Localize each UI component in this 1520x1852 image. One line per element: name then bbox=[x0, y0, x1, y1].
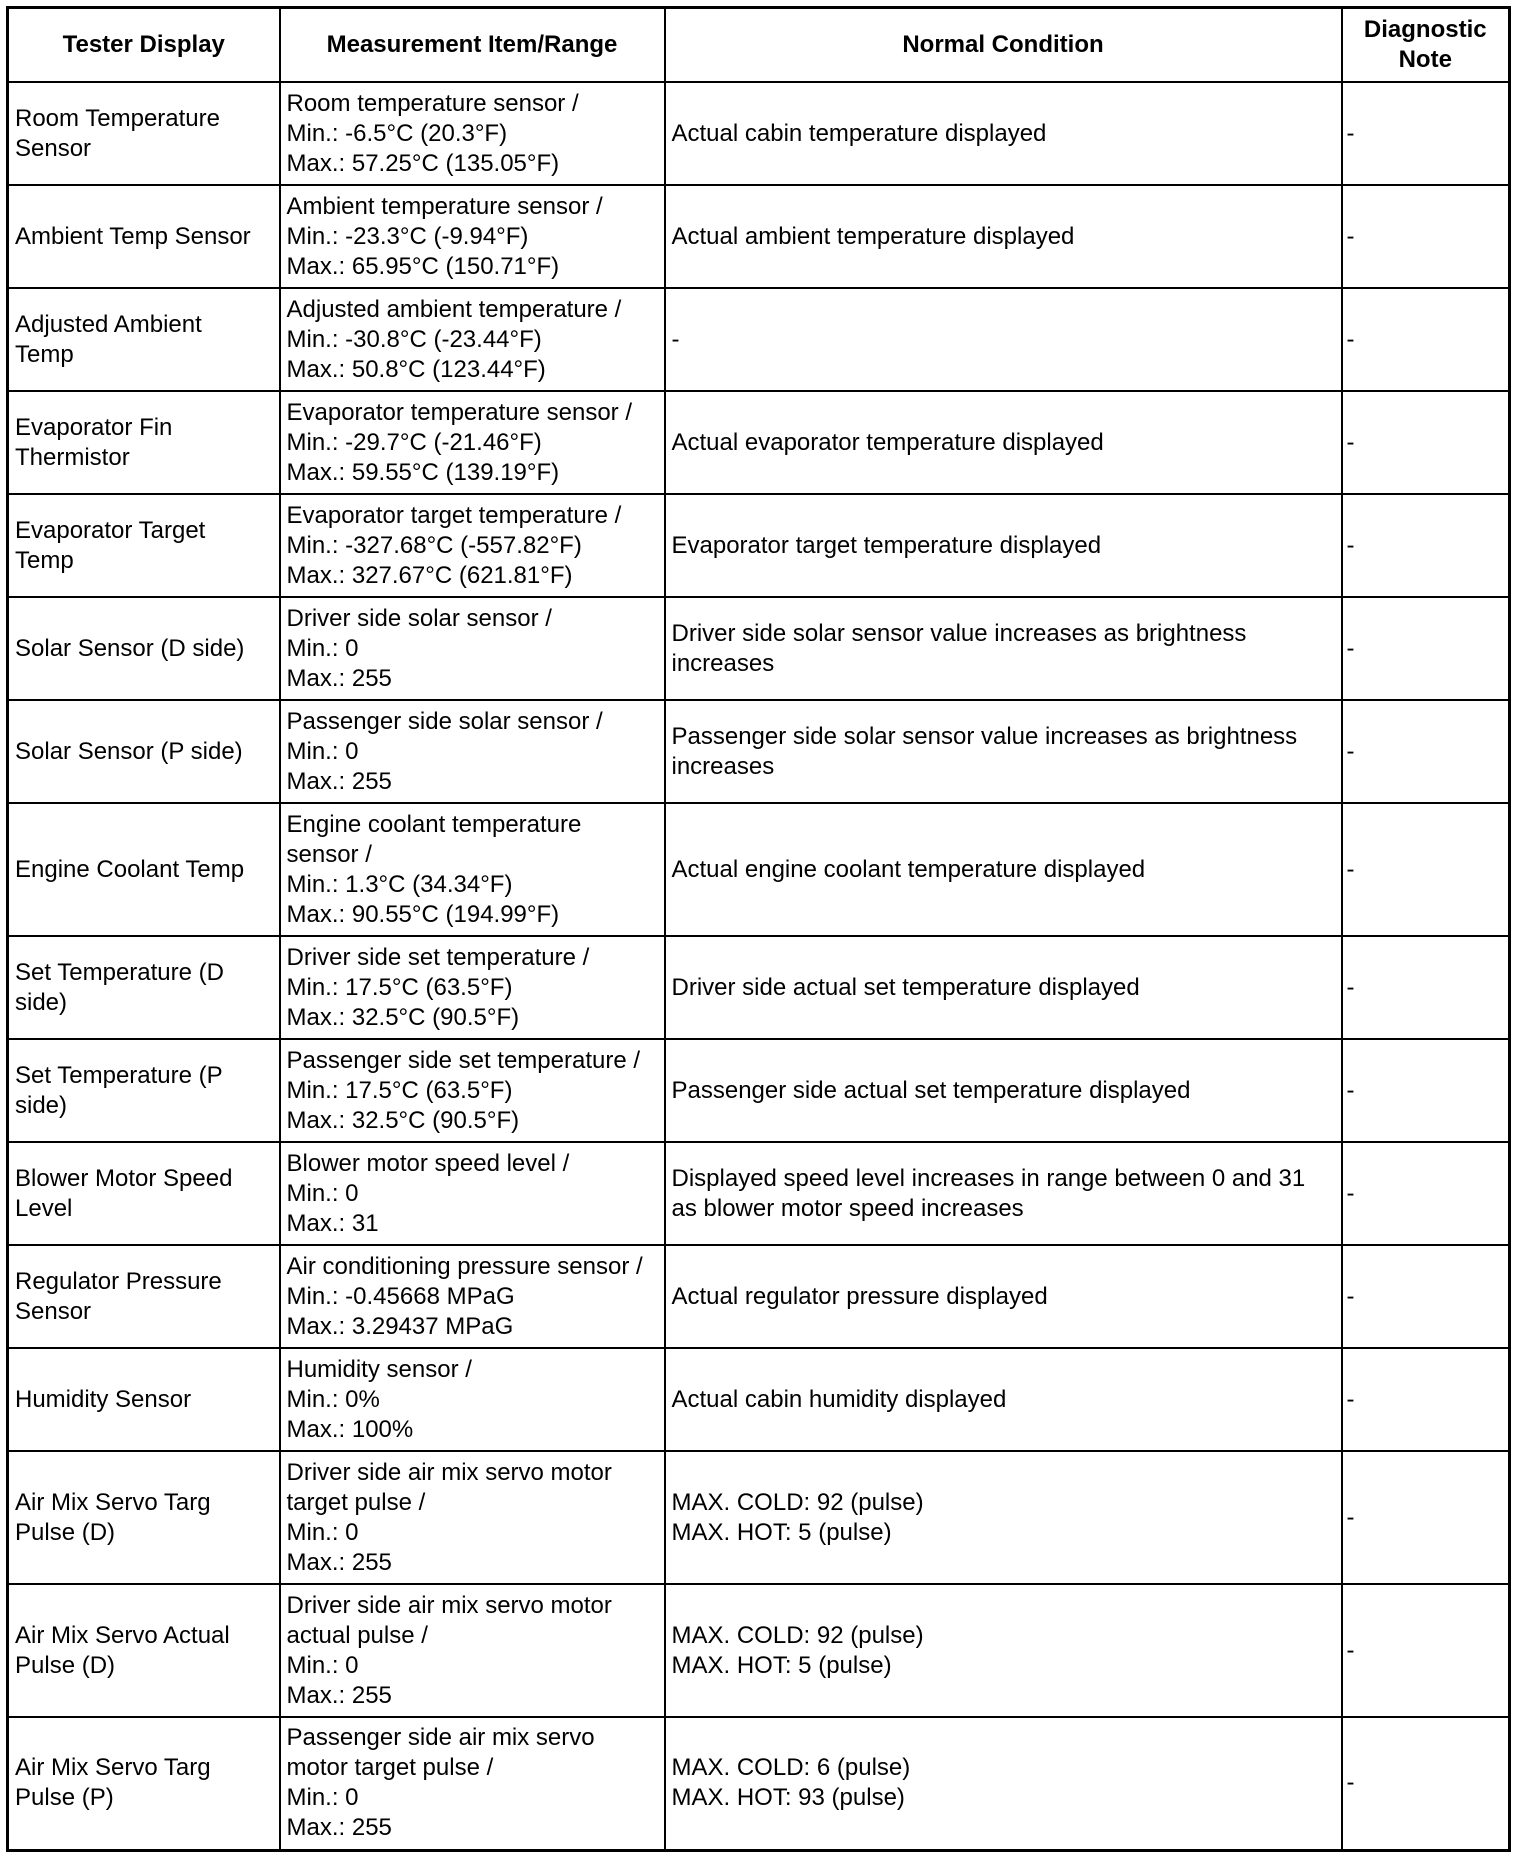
measurement-range-cell: Driver side set temperature / Min.: 17.5°C (63.5°F) Max.: 32.5°C (90.5°F) bbox=[280, 936, 665, 1039]
measurement-range-cell: Passenger side set temperature / Min.: 17.5°C (63.5°F) Max.: 32.5°C (90.5°F) bbox=[280, 1039, 665, 1142]
normal-condition-cell: Actual engine coolant temperature displayed bbox=[665, 803, 1342, 936]
measurement-range-cell: Evaporator target temperature / Min.: -327.68°C (-557.82°F) Max.: 327.67°C (621.81°F) bbox=[280, 494, 665, 597]
measurement-range-cell: Room temperature sensor / Min.: -6.5°C (20.3°F) Max.: 57.25°C (135.05°F) bbox=[280, 82, 665, 185]
table-header-row bbox=[8, 8, 1510, 83]
measurement-range-cell: Evaporator temperature sensor / Min.: -29.7°C (-21.46°F) Max.: 59.55°C (139.19°F) bbox=[280, 391, 665, 494]
normal-condition-cell: Displayed speed level increases in range between 0 and 31 as blower motor speed increases bbox=[665, 1142, 1342, 1245]
measurement-range-cell: Engine coolant temperature sensor / Min.: 1.3°C (34.34°F) Max.: 90.55°C (194.99°F) bbox=[280, 803, 665, 936]
tester-display-cell: Set Temperature (P side) bbox=[8, 1039, 280, 1142]
measurement-range-cell: Adjusted ambient temperature / Min.: -30.8°C (-23.44°F) Max.: 50.8°C (123.44°F) bbox=[280, 288, 665, 391]
normal-condition-cell: Driver side actual set temperature displayed bbox=[665, 936, 1342, 1039]
table-row bbox=[8, 1039, 1510, 1142]
table-row bbox=[8, 803, 1510, 936]
tester-display-cell: Blower Motor Speed Level bbox=[8, 1142, 280, 1245]
header-normal-condition: Normal Condition bbox=[665, 8, 1342, 83]
table-row bbox=[8, 82, 1510, 185]
normal-condition-cell: Driver side solar sensor value increases as brightness increases bbox=[665, 597, 1342, 700]
diagnostic-note-cell: - bbox=[1342, 597, 1510, 700]
table-row bbox=[8, 597, 1510, 700]
table-row bbox=[8, 1451, 1510, 1584]
table-row bbox=[8, 185, 1510, 288]
measurement-range-cell: Passenger side solar sensor / Min.: 0 Max.: 255 bbox=[280, 700, 665, 803]
table-row bbox=[8, 1245, 1510, 1348]
normal-condition-cell: Evaporator target temperature displayed bbox=[665, 494, 1342, 597]
measurement-range-cell: Ambient temperature sensor / Min.: -23.3°C (-9.94°F) Max.: 65.95°C (150.71°F) bbox=[280, 185, 665, 288]
diagnostic-note-cell: - bbox=[1342, 1451, 1510, 1584]
diagnostic-note-cell: - bbox=[1342, 288, 1510, 391]
diagnostic-note-cell: - bbox=[1342, 1584, 1510, 1717]
header-tester-display: Tester Display bbox=[8, 8, 280, 83]
measurement-range-cell: Driver side solar sensor / Min.: 0 Max.: 255 bbox=[280, 597, 665, 700]
measurement-range-cell: Driver side air mix servo motor target pulse / Min.: 0 Max.: 255 bbox=[280, 1451, 665, 1584]
header-diagnostic-note: Diagnostic Note bbox=[1342, 8, 1510, 83]
normal-condition-cell: Actual cabin humidity displayed bbox=[665, 1348, 1342, 1451]
normal-condition-cell: Passenger side actual set temperature displayed bbox=[665, 1039, 1342, 1142]
tester-display-cell: Air Mix Servo Targ Pulse (D) bbox=[8, 1451, 280, 1584]
tester-display-cell: Room Temperature Sensor bbox=[8, 82, 280, 185]
normal-condition-cell: Actual cabin temperature displayed bbox=[665, 82, 1342, 185]
normal-condition-cell: Passenger side solar sensor value increases as brightness increases bbox=[665, 700, 1342, 803]
normal-condition-cell: MAX. COLD: 92 (pulse) MAX. HOT: 5 (pulse) bbox=[665, 1451, 1342, 1584]
table-row bbox=[8, 700, 1510, 803]
measurement-range-cell: Driver side air mix servo motor actual pulse / Min.: 0 Max.: 255 bbox=[280, 1584, 665, 1717]
measurement-range-cell: Blower motor speed level / Min.: 0 Max.: 31 bbox=[280, 1142, 665, 1245]
diagnostic-note-cell: - bbox=[1342, 1348, 1510, 1451]
table-row bbox=[8, 1142, 1510, 1245]
diagnostic-note-cell: - bbox=[1342, 700, 1510, 803]
tester-display-cell: Solar Sensor (D side) bbox=[8, 597, 280, 700]
measurement-range-cell: Passenger side air mix servo motor target pulse / Min.: 0 Max.: 255 bbox=[280, 1717, 665, 1850]
tester-data-table bbox=[6, 6, 1511, 1852]
tester-display-cell: Engine Coolant Temp bbox=[8, 803, 280, 936]
normal-condition-cell: Actual regulator pressure displayed bbox=[665, 1245, 1342, 1348]
diagnostic-note-cell: - bbox=[1342, 936, 1510, 1039]
diagnostic-note-cell: - bbox=[1342, 1039, 1510, 1142]
table-row bbox=[8, 494, 1510, 597]
diagnostic-note-cell: - bbox=[1342, 82, 1510, 185]
tester-display-cell: Solar Sensor (P side) bbox=[8, 700, 280, 803]
diagnostic-note-cell: - bbox=[1342, 1142, 1510, 1245]
table-row bbox=[8, 391, 1510, 494]
tester-display-cell: Air Mix Servo Targ Pulse (P) bbox=[8, 1717, 280, 1850]
tester-display-cell: Air Mix Servo Actual Pulse (D) bbox=[8, 1584, 280, 1717]
table-row bbox=[8, 936, 1510, 1039]
table-body bbox=[8, 82, 1510, 1850]
table-row bbox=[8, 1717, 1510, 1850]
header-measurement-item-range: Measurement Item/Range bbox=[280, 8, 665, 83]
diagnostic-note-cell: - bbox=[1342, 494, 1510, 597]
tester-display-cell: Ambient Temp Sensor bbox=[8, 185, 280, 288]
diagnostic-note-cell: - bbox=[1342, 1717, 1510, 1850]
measurement-range-cell: Humidity sensor / Min.: 0% Max.: 100% bbox=[280, 1348, 665, 1451]
normal-condition-cell: MAX. COLD: 92 (pulse) MAX. HOT: 5 (pulse) bbox=[665, 1584, 1342, 1717]
diagnostic-note-cell: - bbox=[1342, 185, 1510, 288]
diagnostic-note-cell: - bbox=[1342, 1245, 1510, 1348]
measurement-range-cell: Air conditioning pressure sensor / Min.: -0.45668 MPaG Max.: 3.29437 MPaG bbox=[280, 1245, 665, 1348]
table-row bbox=[8, 288, 1510, 391]
diagnostic-note-cell: - bbox=[1342, 391, 1510, 494]
normal-condition-cell: MAX. COLD: 6 (pulse) MAX. HOT: 93 (pulse) bbox=[665, 1717, 1342, 1850]
diagnostic-note-cell: - bbox=[1342, 803, 1510, 936]
tester-display-cell: Evaporator Target Temp bbox=[8, 494, 280, 597]
normal-condition-cell: Actual ambient temperature displayed bbox=[665, 185, 1342, 288]
table-row bbox=[8, 1348, 1510, 1451]
tester-display-cell: Regulator Pressure Sensor bbox=[8, 1245, 280, 1348]
tester-display-cell: Set Temperature (D side) bbox=[8, 936, 280, 1039]
tester-display-cell: Adjusted Ambient Temp bbox=[8, 288, 280, 391]
tester-display-cell: Humidity Sensor bbox=[8, 1348, 280, 1451]
tester-display-cell: Evaporator Fin Thermistor bbox=[8, 391, 280, 494]
normal-condition-cell: - bbox=[665, 288, 1342, 391]
table-row bbox=[8, 1584, 1510, 1717]
normal-condition-cell: Actual evaporator temperature displayed bbox=[665, 391, 1342, 494]
